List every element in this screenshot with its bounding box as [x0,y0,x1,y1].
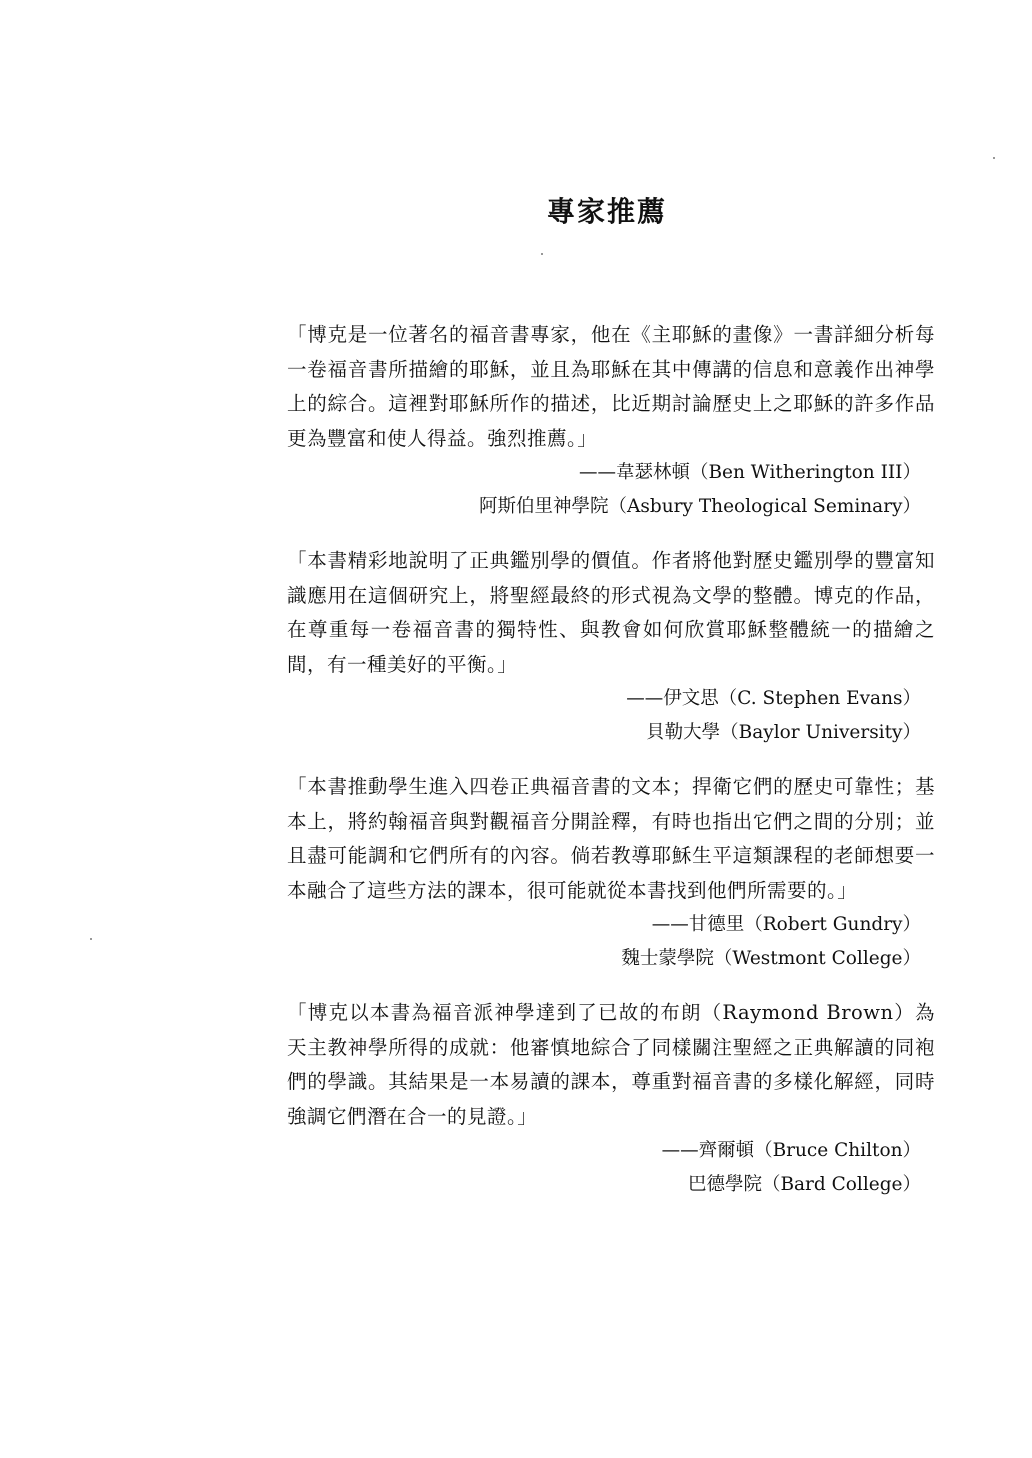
page-title: 專家推薦 [546,195,667,228]
endorsement-evans [287,544,935,750]
endorsement-quote: 「博克以本書為福音派神學達到了已故的布朗（Raymond Brown）為天主教神學所得的成就：他審慎地綜合了同樣關注聖經之正典解讀的同袍們的學識。其結果是一本易讀的課本，尊重對福音書的多樣化解經，同時強調它們潛在合一的見證。」 [287,1001,935,1128]
endorsement-witherington [287,318,935,524]
endorsement-author: ——伊文思（C. Stephen Evans） [626,688,921,709]
scan-speck [993,157,995,159]
endorsement-institution: 巴德學院（Bard College） [687,1174,921,1195]
endorsement-chilton [287,996,935,1202]
endorsement-institution: 阿斯伯里神學院（Asbury Theological Seminary） [479,496,921,517]
scan-speck [541,253,543,255]
endorsement-institution: 魏士蒙學院（Westmont College） [621,948,921,969]
endorsement-gundry [287,770,935,976]
endorsement-institution: 貝勒大學（Baylor University） [646,722,921,743]
endorsement-author: ——齊爾頓（Bruce Chilton） [661,1140,921,1161]
endorsement-quote: 「本書推動學生進入四卷正典福音書的文本；捍衛它們的歷史可靠性；基本上，將約翰福音與對觀福音分開詮釋，有時也指出它們之間的分別；並且盡可能調和它們所有的內容。倘若教導耶穌生平這類課程的老師想要一本融合了這些方法的課本，很可能就從本書找到他們所需要的。」 [287,775,935,902]
scan-speck [90,938,92,940]
endorsement-quote: 「博克是一位著名的福音書專家，他在《主耶穌的畫像》一書詳細分析每一卷福音書所描繪的耶穌，並且為耶穌在其中傳講的信息和意義作出神學上的綜合。這裡對耶穌所作的描述，比近期討論歷史上之耶穌的許多作品更為豐富和使人得益。強烈推薦。」 [287,323,935,450]
endorsements-section [287,318,935,1222]
endorsement-author: ——韋瑟林頓（Ben Witherington III） [578,462,921,483]
endorsement-author: ——甘德里（Robert Gundry） [651,914,921,935]
endorsement-quote: 「本書精彩地說明了正典鑑別學的價值。作者將他對歷史鑑別學的豐富知識應用在這個研究上，將聖經最終的形式視為文學的整體。博克的作品，在尊重每一卷福音書的獨特性、與教會如何欣賞耶穌整體統一的描繪之間，有一種美好的平衡。」 [287,549,935,676]
